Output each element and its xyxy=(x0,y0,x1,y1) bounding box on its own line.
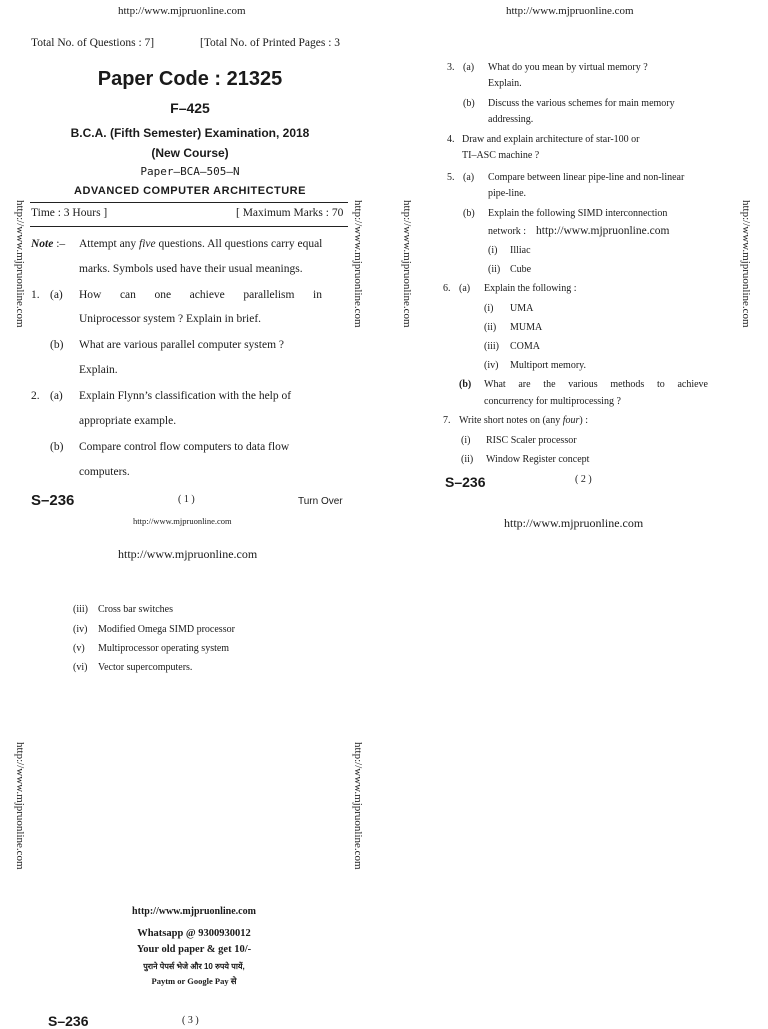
q4-line-1: Draw and explain architecture of star-100 or xyxy=(462,134,640,145)
p3-item-1-label: (iii) xyxy=(73,604,88,615)
q4-number: 4. xyxy=(447,134,455,145)
q6a-sub-3-text: COMA xyxy=(510,341,541,352)
q6a-sub-1-label: (i) xyxy=(484,303,494,314)
q2a-line-1: Explain Flynn’s classification with the help of xyxy=(79,390,292,402)
top-url-right: http://www.mjpruonline.com xyxy=(506,5,634,17)
header-rule-bottom xyxy=(30,226,348,227)
note-line-2: marks. Symbols used have their usual meanings. xyxy=(79,263,303,275)
q3b-label: (b) xyxy=(463,98,475,109)
q3a-label: (a) xyxy=(463,62,475,73)
q3-number: 3. xyxy=(447,62,455,73)
q5a-label: (a) xyxy=(463,172,475,183)
q2a-label: (a) xyxy=(50,390,63,402)
page-1-footer-code: S–236 xyxy=(31,492,75,509)
q7-text-post: ) : xyxy=(579,415,589,426)
q5b-label: (b) xyxy=(463,208,475,219)
q5a-line-2: pipe-line. xyxy=(488,188,527,199)
q2-number: 2. xyxy=(31,390,40,402)
q7-text xyxy=(459,411,588,430)
q1b-line-1: What are various parallel computer system ? xyxy=(79,339,285,351)
q7-sub-2-text: Window Register concept xyxy=(486,454,590,465)
q6b-label: (b) xyxy=(459,379,472,390)
q1-number: 1. xyxy=(31,289,40,301)
side-watermark-2: http://www.mjpruonline.com xyxy=(352,200,364,328)
note-line-1-post: questions. All questions carry equal xyxy=(155,238,323,250)
q5-number: 5. xyxy=(447,172,455,183)
inline-url: http://www.mjpruonline.com xyxy=(536,225,670,237)
promo-whatsapp: Whatsapp @ 9300930012 xyxy=(137,928,251,939)
top-url-left: http://www.mjpruonline.com xyxy=(118,5,246,17)
page-3-footer-code: S–236 xyxy=(48,1013,89,1029)
q3a-line-1: What do you mean by virtual memory ? xyxy=(488,62,648,73)
note-line-1-pre: Attempt any xyxy=(79,238,140,250)
page-2-footer-code: S–236 xyxy=(445,474,486,490)
q4-line-2: TI–ASC machine ? xyxy=(462,150,540,161)
promo-paytm: Paytm or Google Pay से xyxy=(151,976,237,986)
note-separator: :– xyxy=(56,238,66,250)
q7-sub-1-text: RISC Scaler processor xyxy=(486,435,577,446)
q6a-sub-4-text: Multiport memory. xyxy=(510,360,587,371)
p3-item-2-text: Modified Omega SIMD processor xyxy=(98,624,235,635)
q6a-sub-3-label: (iii) xyxy=(484,341,499,352)
q1a-line-1: How can one achieve parallelism in xyxy=(79,289,322,301)
page-1-number: ( 1 ) xyxy=(178,494,195,505)
p3-item-3-label: (v) xyxy=(73,643,85,654)
q1a-label: (a) xyxy=(50,289,63,301)
q5b-sub-1-label: (i) xyxy=(488,245,498,256)
side-watermark-6: http://www.mjpruonline.com xyxy=(352,742,364,870)
q6a-sub-4-label: (iv) xyxy=(484,360,499,371)
q2a-line-2: appropriate example. xyxy=(79,415,177,427)
q7-emphasis: four xyxy=(562,415,580,426)
q5b-sub-2-label: (ii) xyxy=(488,264,501,275)
total-questions: Total No. of Questions : 7] xyxy=(31,37,155,49)
p3-item-2-label: (iv) xyxy=(73,624,88,635)
q5a-line-1: Compare between linear pipe-line and non-linear xyxy=(488,172,685,183)
page-3-number: ( 3 ) xyxy=(182,1015,199,1026)
q2b-line-1: Compare control flow computers to data flow xyxy=(79,441,290,453)
q6a-sub-2-text: MUMA xyxy=(510,322,543,333)
q6b-line-2: concurrency for multiprocessing ? xyxy=(484,396,621,407)
exam-title: B.C.A. (Fifth Semester) Examination, 2018 xyxy=(70,126,310,140)
p3-item-4-label: (vi) xyxy=(73,662,88,673)
p3-item-3-text: Multiprocessor operating system xyxy=(98,643,230,654)
subject-title: ADVANCED COMPUTER ARCHITECTURE xyxy=(74,185,306,197)
page-2-number: ( 2 ) xyxy=(575,474,592,485)
q1a-line-2: Uniprocessor system ? Explain in brief. xyxy=(79,313,262,325)
q6a-sub-2-label: (ii) xyxy=(484,322,497,333)
side-watermark-5: http://www.mjpruonline.com xyxy=(14,742,26,870)
q7-sub-2-label: (ii) xyxy=(461,454,474,465)
side-watermark-1: http://www.mjpruonline.com xyxy=(14,200,26,328)
q3a-line-2: Explain. xyxy=(488,78,522,89)
page-3-top-url: http://www.mjpruonline.com xyxy=(118,547,258,561)
q1b-line-2: Explain. xyxy=(79,364,118,376)
promo-hindi: पुराने पेपर्स भेजे और 10 रुपये पायें, xyxy=(143,962,245,971)
q5b-sub-2-text: Cube xyxy=(510,264,532,275)
q6-number: 6. xyxy=(443,283,451,294)
q6a-sub-1-text: UMA xyxy=(510,303,534,314)
total-pages: [Total No. of Printed Pages : 3 xyxy=(200,37,341,49)
turn-over: Turn Over xyxy=(298,496,343,507)
header-rule-top xyxy=(30,202,348,203)
q7-number: 7. xyxy=(443,415,451,426)
p3-item-4-text: Vector supercomputers. xyxy=(98,662,193,673)
side-watermark-3: http://www.mjpruonline.com xyxy=(401,200,413,328)
marks-label: [ Maximum Marks : 70 xyxy=(236,207,344,219)
q6a-text: Explain the following : xyxy=(484,283,577,294)
note-line-1 xyxy=(79,232,351,257)
q5b-sub-1-text: Illiac xyxy=(510,245,531,256)
q3b-line-1: Discuss the various schemes for main memory xyxy=(488,98,675,109)
q2b-line-2: computers. xyxy=(79,466,130,478)
q7-text-pre: Write short notes on (any xyxy=(459,415,563,426)
promo-url: http://www.mjpruonline.com xyxy=(132,906,256,917)
note-emphasis: five xyxy=(139,238,156,250)
q2b-label: (b) xyxy=(50,441,64,453)
p3-item-1-text: Cross bar switches xyxy=(98,604,173,615)
promo-old-paper: Your old paper & get 10/- xyxy=(136,944,252,955)
time-label: Time : 3 Hours ] xyxy=(31,207,108,219)
q6b-line-1: What are the various methods to achieve xyxy=(484,379,708,390)
paper-code: Paper Code : 21325 xyxy=(97,68,283,90)
side-watermark-4: http://www.mjpruonline.com xyxy=(740,200,752,328)
note-label: Note xyxy=(31,238,54,250)
q7-sub-1-label: (i) xyxy=(461,435,471,446)
page-2-bottom-url: http://www.mjpruonline.com xyxy=(504,516,644,530)
q5b-line-1: Explain the following SIMD interconnection xyxy=(488,208,668,219)
course: (New Course) xyxy=(151,146,229,160)
q1b-label: (b) xyxy=(50,339,64,351)
form-code: F–425 xyxy=(170,100,210,116)
q3b-line-2: addressing. xyxy=(488,114,534,125)
paper-number: Paper–BCA–505–N xyxy=(140,165,240,178)
page-1-bottom-url: http://www.mjpruonline.com xyxy=(133,516,232,526)
q5b-line-2: network : xyxy=(488,226,527,237)
q6a-label: (a) xyxy=(459,283,471,294)
